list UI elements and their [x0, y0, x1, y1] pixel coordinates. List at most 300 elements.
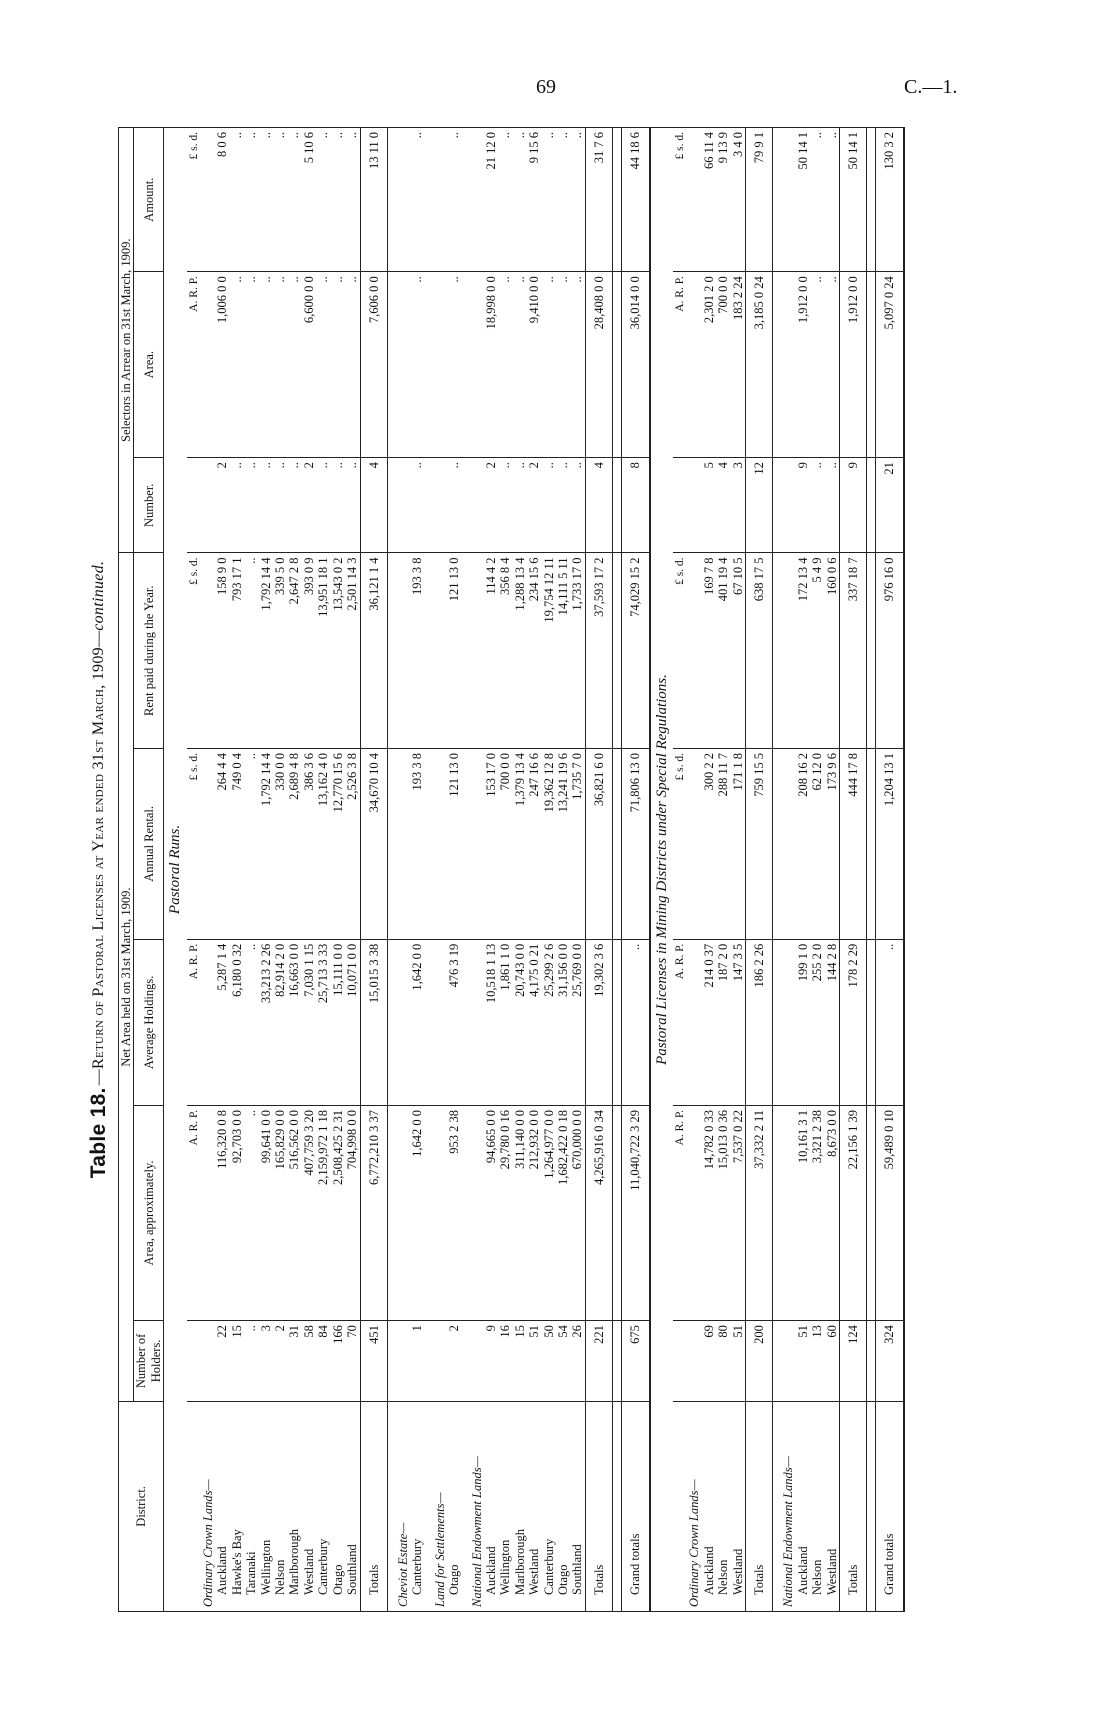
value-cell: 311,140 0 0: [513, 1105, 527, 1320]
unit-label: [673, 458, 687, 553]
empty-cell: [387, 1321, 396, 1402]
value-cell: 19,302 3 6: [585, 939, 612, 1105]
empty-cell: [201, 128, 215, 272]
table-row: [345, 128, 360, 1612]
district-cell: [244, 1401, 258, 1611]
district-name: Auckland: [483, 1546, 498, 1595]
value-cell: 186 2 26: [746, 939, 773, 1105]
value-cell: 11,040,722 3 29: [622, 1105, 650, 1320]
section-title: Pastoral Runs.: [164, 128, 187, 1612]
header-sel-amount: Amount.: [134, 128, 164, 272]
group-heading-row: [396, 128, 410, 1612]
value-cell: 976 16 0: [876, 553, 904, 749]
value-cell: 36,014 0 0: [622, 272, 650, 458]
value-cell: 62 12 0: [810, 749, 824, 940]
district-cell: [840, 1401, 867, 1611]
empty-cell: [387, 939, 396, 1105]
district-cell: [287, 1401, 301, 1611]
empty-cell: [867, 128, 876, 272]
empty-cell: [462, 749, 470, 940]
value-cell: ..: [513, 458, 527, 553]
value-cell: 71,806 13 0: [622, 749, 650, 940]
value-cell: 116,320 0 8: [215, 1105, 229, 1320]
table-row: [484, 128, 498, 1612]
table-row: [447, 128, 461, 1612]
district-name: Otago: [330, 1564, 345, 1595]
value-cell: 5,287 1 4: [215, 939, 229, 1105]
value-cell: 4: [585, 458, 612, 553]
district-name: Totals: [366, 1564, 381, 1595]
empty-cell: [781, 1105, 795, 1320]
district-name: Westland: [824, 1548, 839, 1595]
empty-cell: [470, 553, 484, 749]
district-cell: [585, 1401, 612, 1611]
empty-cell: [687, 128, 701, 272]
empty-cell: [396, 458, 410, 553]
table-row: [259, 128, 273, 1612]
empty-cell: [425, 1401, 433, 1611]
value-cell: 16: [498, 1321, 512, 1402]
value-cell: 147 3 5: [731, 939, 746, 1105]
value-cell: 12: [746, 458, 773, 553]
value-cell: 14,111 5 11: [556, 553, 570, 749]
value-cell: 6,180 0 32: [230, 939, 244, 1105]
value-cell: 31 7 6: [585, 128, 612, 272]
empty-cell: [387, 128, 396, 272]
district-cell: [259, 1401, 273, 1611]
value-cell: ..: [316, 128, 330, 272]
group-heading-row: [201, 128, 215, 1612]
district-cell: [484, 1401, 498, 1611]
value-cell: 31: [287, 1321, 301, 1402]
district-name: Totals: [846, 1564, 861, 1595]
empty-cell: [387, 749, 396, 940]
empty-cell: [433, 458, 447, 553]
value-cell: 3,321 2 38: [810, 1105, 824, 1320]
empty-cell: [425, 939, 433, 1105]
value-cell: 1,204 13 1: [876, 749, 904, 940]
value-cell: 15: [230, 1321, 244, 1402]
value-cell: ..: [244, 458, 258, 553]
group-heading-row: [781, 128, 795, 1612]
empty-cell: [470, 458, 484, 553]
value-cell: 2: [215, 458, 229, 553]
spacer-row: [462, 128, 470, 1612]
value-cell: 638 17 5: [746, 553, 773, 749]
empty-cell: [773, 1401, 782, 1611]
empty-cell: [433, 749, 447, 940]
empty-cell: [781, 749, 795, 940]
empty-cell: [687, 1105, 701, 1320]
value-cell: ..: [542, 458, 556, 553]
page-reference: C.—1.: [904, 76, 958, 98]
value-cell: 393 0 9: [302, 553, 316, 749]
value-cell: 114 4 2: [484, 553, 498, 749]
value-cell: 2: [273, 1321, 287, 1402]
empty-cell: [396, 553, 410, 749]
value-cell: 700 0 0: [716, 272, 730, 458]
value-cell: ..: [259, 128, 273, 272]
value-cell: ..: [259, 458, 273, 553]
value-cell: 10,071 0 0: [345, 939, 360, 1105]
value-cell: ..: [542, 128, 556, 272]
value-cell: 3,185 0 24: [746, 272, 773, 458]
value-cell: 2,526 3 8: [345, 749, 360, 940]
district-cell: [273, 1401, 287, 1611]
district-cell: [345, 1401, 360, 1611]
empty-cell: [781, 553, 795, 749]
district-name: Southland: [570, 1544, 585, 1595]
district-cell: [825, 1401, 840, 1611]
empty-cell: [387, 1401, 396, 1611]
value-cell: 9: [840, 458, 867, 553]
value-cell: 330 0 0: [273, 749, 287, 940]
value-cell: 36,121 1 4: [360, 553, 387, 749]
district-cell: [215, 1401, 229, 1611]
unit-label: [673, 1401, 687, 1611]
group-heading: National Endowment Lands—: [781, 1401, 795, 1611]
value-cell: 15,111 0 0: [331, 939, 345, 1105]
value-cell: 953 2 38: [447, 1105, 461, 1320]
value-cell: 339 5 0: [273, 553, 287, 749]
district-cell: [498, 1401, 512, 1611]
district-name: Westland: [301, 1548, 316, 1595]
empty-cell: [781, 272, 795, 458]
empty-cell: [462, 553, 470, 749]
empty-cell: [613, 458, 622, 553]
empty-cell: [201, 749, 215, 940]
district-name: Totals: [752, 1564, 767, 1595]
value-cell: ..: [556, 272, 570, 458]
value-cell: 121 13 0: [447, 749, 461, 940]
empty-cell: [773, 939, 782, 1105]
value-cell: ..: [825, 272, 840, 458]
value-cell: 166: [331, 1321, 345, 1402]
value-cell: ..: [570, 458, 585, 553]
value-cell: 29,780 0 16: [498, 1105, 512, 1320]
value-cell: ..: [810, 458, 824, 553]
table-number: Table 18.: [87, 1087, 110, 1179]
district-name: Hawke's Bay: [229, 1529, 244, 1595]
empty-cell: [396, 1321, 410, 1402]
value-cell: 2,159,972 1 18: [316, 1105, 330, 1320]
value-cell: 670,000 0 0: [570, 1105, 585, 1320]
value-cell: 2: [447, 1321, 461, 1402]
value-cell: 26: [570, 1321, 585, 1402]
value-cell: 193 3 8: [410, 553, 424, 749]
table-row: [230, 128, 244, 1612]
spacer-row: [773, 128, 782, 1612]
value-cell: 2,689 4 8: [287, 749, 301, 940]
empty-cell: [687, 749, 701, 940]
empty-cell: [773, 1321, 782, 1402]
empty-cell: [613, 1321, 622, 1402]
empty-cell: [687, 553, 701, 749]
value-cell: 153 17 0: [484, 749, 498, 940]
totals-row: [585, 128, 612, 1612]
empty-cell: [470, 939, 484, 1105]
table-body: [164, 128, 904, 1612]
district-name: Grand totals: [628, 1533, 643, 1595]
value-cell: 8 0 6: [215, 128, 229, 272]
group-heading-row: [433, 128, 447, 1612]
empty-cell: [425, 1321, 433, 1402]
empty-cell: [433, 128, 447, 272]
value-cell: 9: [484, 1321, 498, 1402]
section-band: [650, 128, 673, 1612]
value-cell: ..: [316, 458, 330, 553]
district-cell: [513, 1401, 527, 1611]
empty-cell: [433, 1321, 447, 1402]
empty-cell: [613, 272, 622, 458]
empty-cell: [201, 939, 215, 1105]
district-name: Canterbury: [316, 1538, 331, 1595]
empty-cell: [470, 1105, 484, 1320]
value-cell: 187 2 0: [716, 939, 730, 1105]
value-cell: 13 11 0: [360, 128, 387, 272]
table-row: [513, 128, 527, 1612]
value-cell: ..: [230, 272, 244, 458]
empty-cell: [201, 272, 215, 458]
value-cell: 749 0 4: [230, 749, 244, 940]
value-cell: 21: [876, 458, 904, 553]
value-cell: 759 15 5: [746, 749, 773, 940]
pastoral-licenses-table: [118, 127, 905, 1612]
section-band: [164, 128, 187, 1612]
empty-cell: [425, 458, 433, 553]
value-cell: ..: [287, 458, 301, 553]
unit-label: A. R. P.: [673, 272, 687, 458]
value-cell: 6,772,210 3 37: [360, 1105, 387, 1320]
value-cell: 8: [622, 458, 650, 553]
value-cell: 1,642 0 0: [410, 939, 424, 1105]
empty-cell: [462, 272, 470, 458]
value-cell: 44 18 6: [622, 128, 650, 272]
value-cell: 5 10 6: [302, 128, 316, 272]
value-cell: ..: [498, 458, 512, 553]
empty-cell: [773, 272, 782, 458]
value-cell: ..: [331, 272, 345, 458]
value-cell: 221: [585, 1321, 612, 1402]
empty-cell: [387, 272, 396, 458]
value-cell: 51: [731, 1321, 746, 1402]
value-cell: 173 9 6: [825, 749, 840, 940]
district-name: Taranaki: [244, 1551, 259, 1595]
value-cell: ..: [622, 939, 650, 1105]
empty-cell: [396, 272, 410, 458]
value-cell: ..: [570, 272, 585, 458]
empty-cell: [396, 1105, 410, 1320]
district-cell: [876, 1401, 904, 1611]
value-cell: 18,998 0 0: [484, 272, 498, 458]
value-cell: 37,332 2 11: [746, 1105, 773, 1320]
value-cell: 144 2 8: [825, 939, 840, 1105]
empty-cell: [425, 272, 433, 458]
district-cell: [331, 1401, 345, 1611]
empty-cell: [867, 1105, 876, 1320]
group-heading: Ordinary Crown Lands—: [687, 1401, 701, 1611]
table-row: [287, 128, 301, 1612]
empty-cell: [425, 553, 433, 749]
value-cell: 1,792 14 4: [259, 553, 273, 749]
unit-label: £ s. d.: [187, 749, 201, 940]
value-cell: ..: [570, 128, 585, 272]
unit-label: [187, 458, 201, 553]
empty-cell: [867, 272, 876, 458]
value-cell: 264 4 4: [215, 749, 229, 940]
district-name: Auckland: [701, 1546, 716, 1595]
district-name: Marlborough: [512, 1529, 527, 1595]
value-cell: 255 2 0: [810, 939, 824, 1105]
empty-cell: [201, 1105, 215, 1320]
value-cell: ..: [498, 272, 512, 458]
unit-label: A. R. P.: [187, 272, 201, 458]
group-heading: Cheviot Estate—: [396, 1401, 410, 1611]
value-cell: 22,156 1 39: [840, 1105, 867, 1320]
value-cell: 1,288 13 4: [513, 553, 527, 749]
spacer-row: [867, 128, 876, 1612]
table-row: [273, 128, 287, 1612]
value-cell: 7,606 0 0: [360, 272, 387, 458]
empty-cell: [867, 1321, 876, 1402]
table-row: [244, 128, 258, 1612]
table-title: [80, 127, 118, 1612]
value-cell: 36,821 6 0: [585, 749, 612, 940]
empty-cell: [425, 1105, 433, 1320]
district-cell: [316, 1401, 330, 1611]
value-cell: ..: [287, 128, 301, 272]
value-cell: 1,792 14 4: [259, 749, 273, 940]
value-cell: 79 9 1: [746, 128, 773, 272]
empty-cell: [462, 1321, 470, 1402]
value-cell: 15,013 0 36: [716, 1105, 730, 1320]
empty-cell: [396, 939, 410, 1105]
header-selectors: Selectors in Arrear on 31st March, 1909.: [119, 128, 134, 553]
empty-cell: [773, 128, 782, 272]
empty-cell: [470, 1321, 484, 1402]
value-cell: 356 8 4: [498, 553, 512, 749]
header-sel-area: Area.: [134, 272, 164, 458]
value-cell: 4,175 0 21: [527, 939, 541, 1105]
value-cell: 54: [556, 1321, 570, 1402]
units-row: [673, 128, 687, 1612]
district-cell: [542, 1401, 556, 1611]
district-cell: [360, 1401, 387, 1611]
value-cell: 451: [360, 1321, 387, 1402]
value-cell: ..: [259, 272, 273, 458]
value-cell: 178 2 29: [840, 939, 867, 1105]
empty-cell: [773, 749, 782, 940]
value-cell: 13,543 0 2: [331, 553, 345, 749]
empty-cell: [613, 1105, 622, 1320]
district-cell: [796, 1401, 810, 1611]
empty-cell: [867, 939, 876, 1105]
district-cell: [556, 1401, 570, 1611]
value-cell: 171 1 8: [731, 749, 746, 940]
spacer-row: [387, 128, 396, 1612]
value-cell: ..: [810, 128, 824, 272]
district-cell: [702, 1401, 716, 1611]
group-heading-row: [470, 128, 484, 1612]
header-rental: Annual Rental.: [134, 749, 164, 940]
value-cell: ..: [556, 458, 570, 553]
value-cell: 82,914 2 0: [273, 939, 287, 1105]
empty-cell: [781, 458, 795, 553]
value-cell: 50 14 1: [796, 128, 810, 272]
value-cell: 9: [796, 458, 810, 553]
section-title: Pastoral Licenses in Mining Districts under Special Regulations.: [650, 128, 673, 1612]
value-cell: 1,912 0 0: [796, 272, 810, 458]
table-row: [825, 128, 840, 1612]
value-cell: 70: [345, 1321, 360, 1402]
value-cell: 25,713 3 33: [316, 939, 330, 1105]
value-cell: ..: [410, 458, 424, 553]
unit-label: A. R. P.: [673, 939, 687, 1105]
value-cell: 31,156 0 0: [556, 939, 570, 1105]
unit-label: [187, 1401, 201, 1611]
unit-label: [187, 1321, 201, 1402]
header-holders: Number of Holders.: [134, 1321, 164, 1402]
value-cell: 37,593 17 2: [585, 553, 612, 749]
value-cell: 337 18 7: [840, 553, 867, 749]
district-name: Auckland: [795, 1546, 810, 1595]
empty-cell: [613, 1401, 622, 1611]
value-cell: 2,501 14 3: [345, 553, 360, 749]
value-cell: 2,301 2 0: [702, 272, 716, 458]
empty-cell: [867, 1401, 876, 1611]
empty-cell: [201, 1321, 215, 1402]
empty-cell: [433, 939, 447, 1105]
value-cell: 193 3 8: [410, 749, 424, 940]
value-cell: 165,829 0 0: [273, 1105, 287, 1320]
value-cell: 3 4 0: [731, 128, 746, 272]
group-heading-row: [687, 128, 701, 1612]
table-row: [498, 128, 512, 1612]
empty-cell: [613, 553, 622, 749]
value-cell: ..: [331, 458, 345, 553]
value-cell: 84: [316, 1321, 330, 1402]
value-cell: 1: [410, 1321, 424, 1402]
value-cell: 2,508,425 2 31: [331, 1105, 345, 1320]
empty-cell: [781, 939, 795, 1105]
value-cell: ..: [410, 272, 424, 458]
totals-row: [840, 128, 867, 1612]
value-cell: ..: [273, 272, 287, 458]
value-cell: ..: [825, 458, 840, 553]
empty-cell: [470, 128, 484, 272]
value-cell: 50: [542, 1321, 556, 1402]
value-cell: 300 2 2: [702, 749, 716, 940]
value-cell: ..: [447, 458, 461, 553]
empty-cell: [613, 128, 622, 272]
empty-cell: [687, 458, 701, 553]
empty-cell: [396, 128, 410, 272]
table-row: [796, 128, 810, 1612]
district-cell: [410, 1401, 424, 1611]
value-cell: 121 13 0: [447, 553, 461, 749]
rotated-table-sheet: [80, 127, 1004, 1612]
value-cell: ..: [345, 128, 360, 272]
district-cell: [810, 1401, 824, 1611]
table-row: [810, 128, 824, 1612]
value-cell: 5,097 0 24: [876, 272, 904, 458]
empty-cell: [613, 939, 622, 1105]
unit-label: A. R. P.: [187, 939, 201, 1105]
empty-cell: [867, 458, 876, 553]
value-cell: 1,682,422 0 18: [556, 1105, 570, 1320]
table-row: [302, 128, 316, 1612]
district-cell: [527, 1401, 541, 1611]
